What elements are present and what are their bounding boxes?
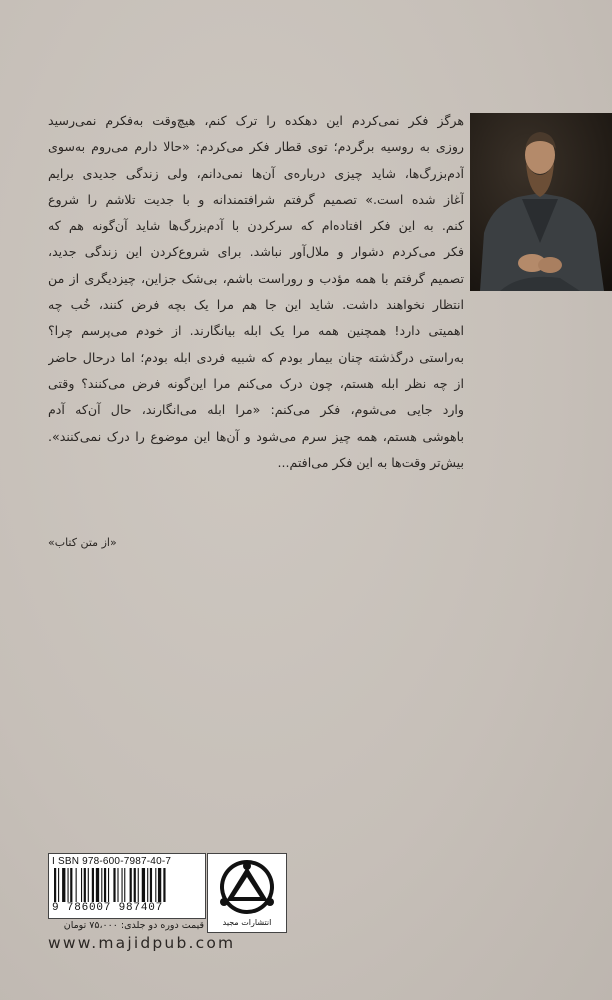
excerpt-line: به‌راستی درگذشته چنان بیمار بودم که شبیه فردی ابله بودم؛ اما درحال حاضر [48,349,464,365]
excerpt-line: تصمیم گرفتم با همه مؤدب و رو‌راست باشم، بی‌شک جزاین، چیزدیگری از من [48,270,464,286]
publisher-website: www.majidpub.com [48,934,236,952]
excerpt-text [48,108,464,476]
source-note: «از متن کتاب» [48,536,117,549]
excerpt-line: باهوشی هستم، همه چیز سرم می‌شود و آن‌ها این موضوع را درک نمی‌کنند». [48,428,464,444]
price-label: قیمت دوره دو جلدی: ۷۵،۰۰۰ تومان [63,920,204,931]
excerpt-line: هرگز فکر نمی‌کردم این دهکده را ترک کنم، هیچ‌وقت به‌فکرم نمی‌رسید [48,113,464,128]
excerpt-line: وارد جایی می‌شوم، فکر می‌کنم: «مرا ابله می‌انگارند، حال آن‌که آدم [48,402,464,418]
author-portrait [470,113,612,291]
author-portrait-image [470,113,612,291]
publisher-logo-label: انتشارات مجید [222,918,272,927]
excerpt-line: کنم. به این فکر افتاده‌ام که سرکردن با آدم‌بزرگ‌ها شاید آن‌گونه هم که [48,218,464,234]
excerpt-line: فکر می‌کردم دشوار و ملال‌آور نباشد. برای شروع‌کردن این زندگی جدید، [48,244,464,260]
excerpt-line: از چه نظر ابله هستم، چون درک می‌کنم مرا این‌گونه فرض می‌کنند؟ وقتی [48,375,464,391]
excerpt-line: آدم‌بزرگ‌ها، شاید چیزی درباره‌ی آن‌ها نمی‌دانم، ولی زندگی جدیدی برایم [48,165,464,181]
excerpt-line: روزی به روسیه برگردم؛ توی قطار فکر می‌کردم: «حالا دارم می‌روم به‌سوی [48,139,464,155]
excerpt-line: بیش‌تر وقت‌ها به این فکر می‌افتم... [277,454,464,470]
barcode [48,853,206,919]
barcode-number: 9 786007 987407 [52,902,164,914]
publisher-logo [207,853,287,933]
isbn-label: I SBN 978-600-7987-40-7 [52,856,172,867]
excerpt-line: انتظار نخواهند داشت. شاید این جا هم مرا یک بچه فرض کنند، خُب چه [48,297,464,313]
barcode-bars [54,868,200,902]
excerpt-line: اهمیتی دارد! همچنین همه مرا یک ابله بیانگارند. از خودم می‌پرسم چرا؟ [48,323,464,339]
publisher-logo-icon [208,854,286,918]
excerpt-line: آغاز شده است.» تصمیم گرفتم شرافتمندانه و با جدیت تلاشم را شروع [48,191,464,207]
